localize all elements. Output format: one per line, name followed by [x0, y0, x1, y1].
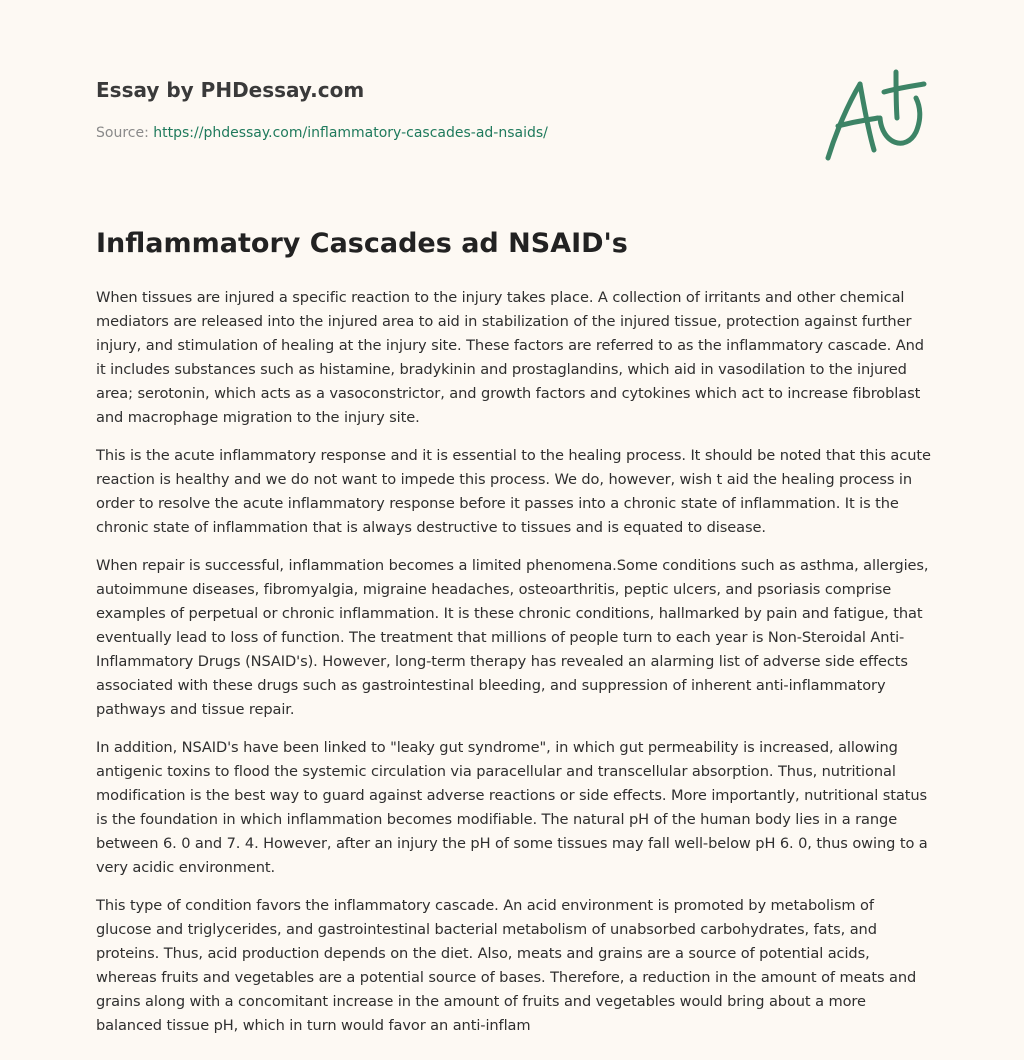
- essay-body: [96, 286, 932, 1052]
- essay-title: Inflammatory Cascades ad NSAID's: [96, 228, 628, 259]
- essay-paragraph: In addition, NSAID's have been linked to "leaky gut syndrome", in which gut permeability is increased, allowing antigenic toxins to flood the systemic circulation via paracellular and transcellular absorption. Thus, nutritional modification is the best way to guard against adverse reactions or side effects. More importantly, nutritional status is the foundation in which inflammation becomes modifiable. The natural pH of the human body lies in a range between 6. 0 and 7. 4. However, after an injury the pH of some tissues may fall well-below pH 6. 0, thus owing to a very acidic environment.: [96, 739, 928, 876]
- essay-paragraph: When repair is successful, inflammation becomes a limited phenomena.Some conditions such as asthma, allergies, autoimmune diseases, fibromyalgia, migraine headaches, osteoarthritis, peptic ulcers, and psoriasis comprise examples of perpetual or chronic inflammation. It is these chronic conditions, hallmarked by pain and fatigue, that eventually lead to loss of function. The treatment that millions of people turn to each year is Non-Steroidal Anti-Inflammatory Drugs (NSAID's). However, long-term therapy has revealed an alarming list of adverse side effects associated with these drugs such as gastrointestinal bleeding, and suppression of inherent anti-inflammatory pathways and tissue repair.: [96, 557, 929, 718]
- source-link[interactable]: https://phdessay.com/inflammatory-cascades-ad-nsaids/: [153, 125, 548, 141]
- logo-swoosh: [880, 98, 920, 143]
- a-plus-logo-icon: [822, 66, 932, 166]
- source-label: Source:: [96, 125, 154, 141]
- essay-paragraph: When tissues are injured a specific reaction to the injury takes place. A collection of irritants and other chemical mediators are released into the injured area to aid in stabilization of the injured tissue, protection against further injury, and stimulation of healing at the injury site. These factors are referred to as the inflammatory cascade. And it includes substances such as histamine, bradykinin and prostaglandins, which aid in vasodilation to the injured area; serotonin, which acts as a vasoconstrictor, and growth factors and cytokines which act to increase fibroblast and macrophage migration to the injury site.: [96, 289, 924, 426]
- logo-plus-vertical: [896, 72, 897, 118]
- logo-plus-horizontal: [884, 84, 924, 92]
- a-plus-logo-svg: [822, 66, 932, 166]
- essay-paragraph: This type of condition favors the inflammatory cascade. An acid environment is promoted by metabolism of glucose and triglycerides, and gastrointestinal bacterial metabolism of unabsorbed carbohydrates, fats, and proteins. Thus, acid production depends on the diet. Also, meats and grains are a source of potential acids, whereas fruits and vegetables are a potential source of bases. Therefore, a reduction in the amount of meats and grains along with a concomitant increase in the amount of fruits and vegetables would bring about a more balanced tissue pH, which in turn would favor an anti-inflam: [96, 897, 917, 1034]
- source-line: [96, 124, 796, 142]
- essay-paragraph: This is the acute inflammatory response and it is essential to the healing process. It should be noted that this acute reaction is healthy and we do not want to impede this process. We do, however, wish t aid the healing process in order to resolve the acute inflammatory response before it passes into a chronic state of inflammation. It is the chronic state of inflammation that is always destructive to tissues and is equated to disease.: [96, 447, 931, 536]
- site-title: Essay by PHDessay.com: [96, 78, 365, 102]
- page-header: [96, 78, 796, 142]
